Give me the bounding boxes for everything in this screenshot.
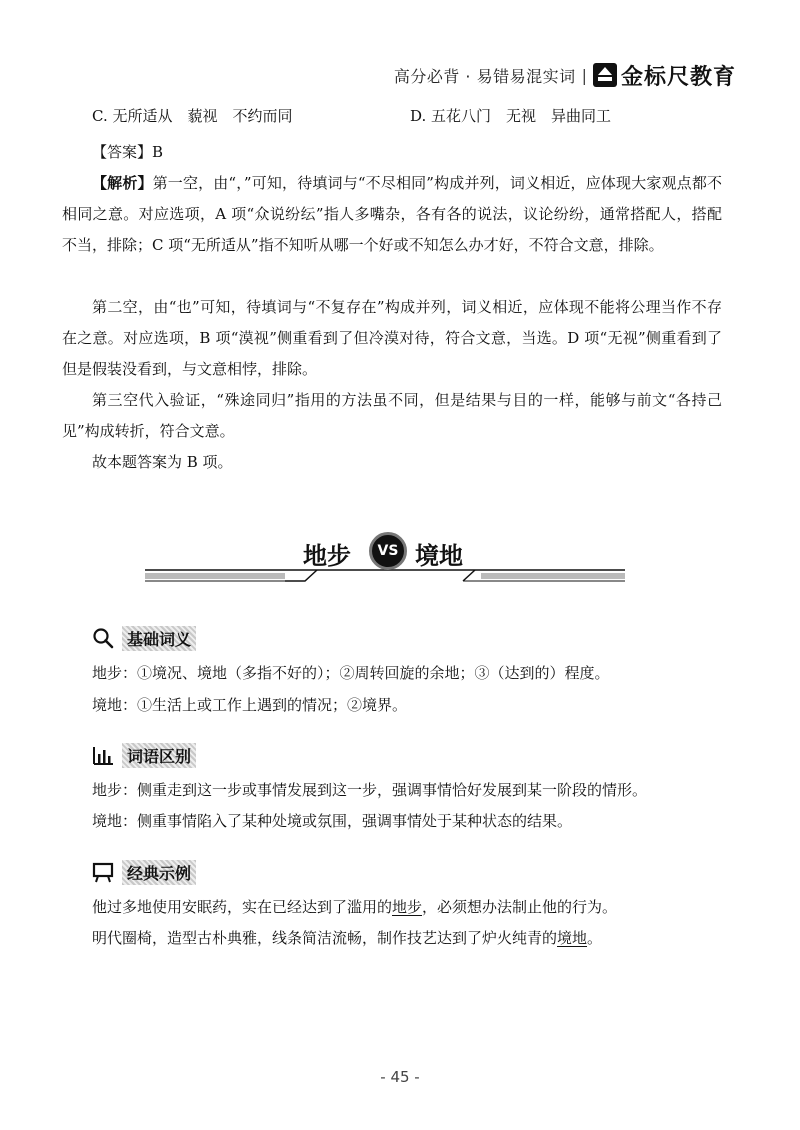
section-difference xyxy=(92,743,196,767)
section-examples xyxy=(92,860,196,884)
section-basic-title: 基础词义 xyxy=(122,626,196,651)
example-sentence-1 xyxy=(92,896,732,918)
section-examples-title: 经典示例 xyxy=(122,860,196,885)
compare-banner xyxy=(145,532,625,590)
brand-name: 金标尺教育 xyxy=(620,64,736,90)
basic-meaning-jingdi: 境地：①生活上或工作上遇到的情况；②境界。 xyxy=(92,696,408,714)
compare-word-right: 境地 xyxy=(415,542,463,570)
page-header xyxy=(394,58,736,92)
compare-word-left: 地步 xyxy=(303,542,351,570)
example-1-keyword: 地步 xyxy=(392,898,423,916)
bar-chart-icon xyxy=(92,744,114,766)
example-2-keyword: 境地 xyxy=(557,929,588,947)
analysis-paragraph-3: 第三空代入验证，“殊途同归”指用的方法虽不同，但是结果与目的一样，能够与前文“各持己见”构成转折，符合文意。 xyxy=(62,391,722,440)
option-c: C. 无所适从 藐视 不约而同 xyxy=(92,107,293,125)
brand xyxy=(593,60,736,91)
analysis-conclusion: 故本题答案为 B 项。 xyxy=(92,453,233,471)
analysis-paragraph-2: 第二空，由“也”可知，待填词与“不复存在”构成并列，词义相近，应体现不能将公理当作不存在之意。对应选项，B 项“漠视”侧重看到了但冷漠对待，符合文意，当选。D 项“无视”侧重看到了但是假装没看到，与文意相悖，排除。 xyxy=(62,298,722,378)
analysis-paragraph-1 xyxy=(62,168,722,261)
section-difference-title: 词语区别 xyxy=(122,743,196,768)
header-separator: | xyxy=(581,65,587,85)
analysis-text-1: 第一空，由“，”可知，待填词与“不尽相同”构成并列，词义相近，应体现大家观点都不相同之意。对应选项，A 项“众说纷纭”指人多嘴杂，各有各的说法，议论纷纷，通常搭配人，搭配不当，排除；C 项“无所适从”指不知听从哪一个好或不知怎么办才好，不符合文意，排除。 xyxy=(62,174,722,254)
analysis-label: 【解析】 xyxy=(92,174,153,192)
answer-options xyxy=(92,105,732,127)
section-basic-meaning xyxy=(92,626,196,650)
example-1-before: 他过多地使用安眠药，实在已经达到了滥用的 xyxy=(92,898,393,916)
brand-logo-icon xyxy=(593,63,617,87)
example-1-after: ，必须想办法制止他的行为。 xyxy=(422,898,618,916)
example-sentence-2 xyxy=(92,927,732,949)
vs-badge: VS xyxy=(369,532,407,570)
search-icon xyxy=(92,627,114,649)
difference-jingdi: 境地：侧重事情陷入了某种处境或氛围，强调事情处于某种状态的结果。 xyxy=(92,812,573,830)
example-2-before: 明代圈椅，造型古朴典雅，线条简洁流畅，制作技艺达到了炉火纯青的 xyxy=(92,929,558,947)
basic-meaning-dibu: 地步：①境况、境地（多指不好的）；②周转回旋的余地；③（达到的）程度。 xyxy=(92,664,610,682)
option-d: D. 五花八门 无视 异曲同工 xyxy=(410,107,612,125)
answer-line: 【答案】B xyxy=(92,143,164,161)
page-number: - 45 - xyxy=(380,1068,420,1086)
board-icon xyxy=(92,861,114,883)
difference-dibu: 地步：侧重走到这一步或事情发展到这一步，强调事情恰好发展到某一阶段的情形。 xyxy=(92,781,648,799)
example-2-after: 。 xyxy=(587,929,603,947)
header-subtitle: 高分必背 · 易错易混实词 xyxy=(393,66,576,86)
